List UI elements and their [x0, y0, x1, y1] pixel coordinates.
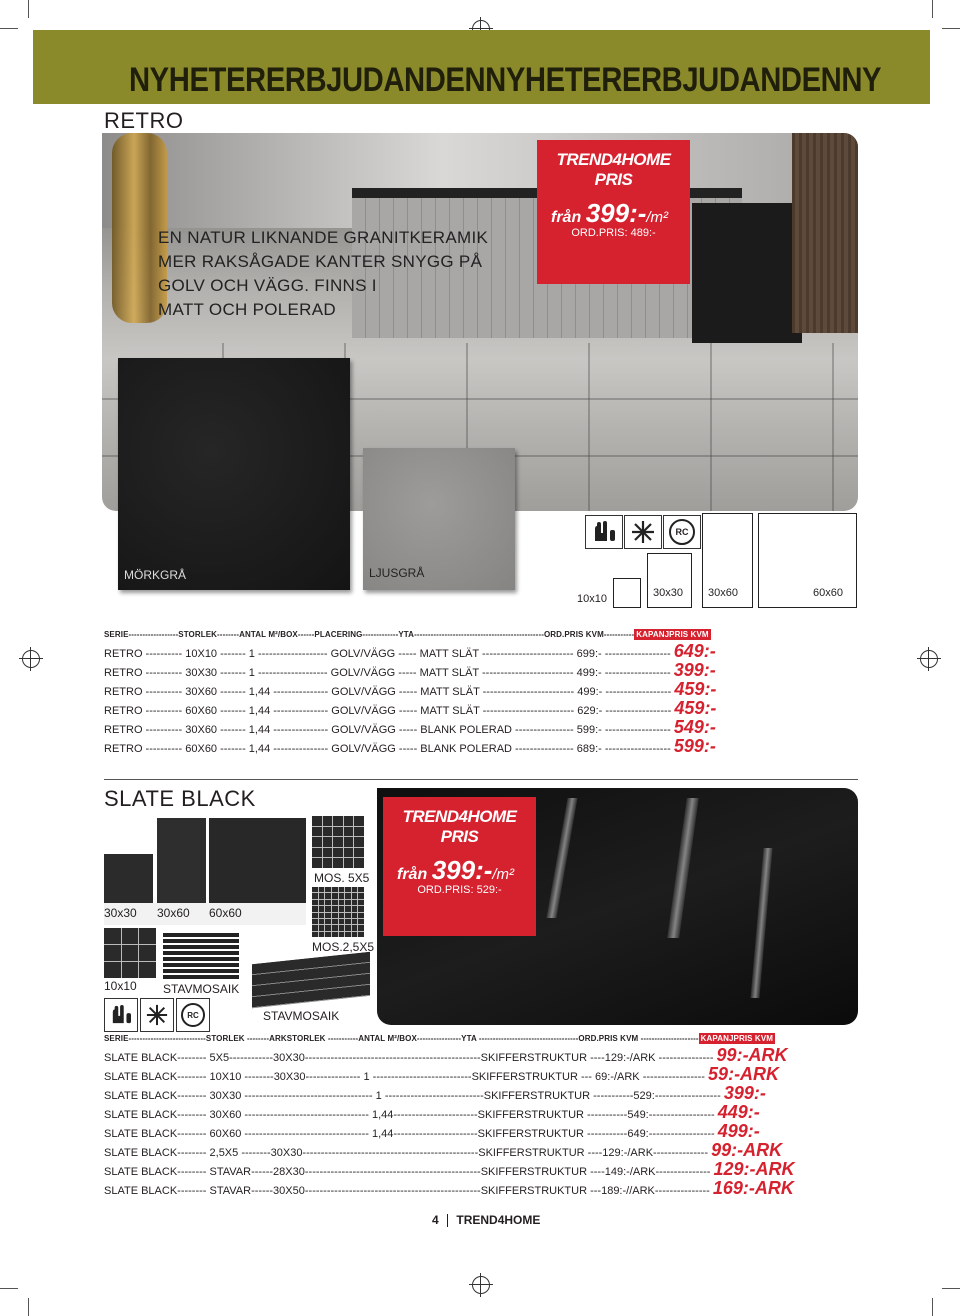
row-text: RETRO ---------- 60X60 ------- 1,44 --------------- GOLV/VÄGG ----- MATT SLÄT ------------------------- 629:- ------------------ [104, 705, 672, 717]
row-price: 99:-ARK [716, 1045, 788, 1065]
slate-tile-30x30 [104, 854, 153, 903]
row-price: 99:-ARK [711, 1140, 783, 1160]
trim-mark [0, 28, 18, 29]
tile-label-stavmosaik-2: STAVMOSAIK [263, 1009, 340, 1023]
registration-mark-left [22, 650, 40, 668]
row-text: SLATE BLACK-------- 10X10 --------30X30--------------- 1 ---------------------------SKIFFERSTRUKTUR --- 69:-/ARK ----------------- [104, 1071, 705, 1083]
slate-title: SLATE BLACK [104, 786, 256, 811]
row-price: 169:-ARK [712, 1178, 794, 1198]
row-price: 459:- [674, 698, 717, 718]
mosaic-5x5 [312, 816, 364, 868]
row-price: 549:- [673, 717, 716, 737]
row-text: SLATE BLACK-------- STAVAR------28X30------------------------------------------------SKIFFERSTRUKTUR ----149:-/ARK--------------- [104, 1166, 711, 1178]
ordinary-price: ORD.PRIS: 489:- [571, 227, 656, 239]
trim-mark [932, 1298, 933, 1316]
retro-table-header [104, 630, 711, 639]
slate-table [104, 1046, 795, 1198]
row-price: 399:- [673, 660, 716, 680]
price-line [383, 855, 536, 886]
tile-label-30x60: 30x60 [157, 906, 190, 920]
price-line [537, 198, 690, 229]
header-columns: SERIE------------------STORLEK--------ANTAL M²/BOX------PLACERING-------------YTA-----------------------------------------------ORD.PRIS KVM----------- [104, 630, 635, 639]
chair-leg [546, 798, 577, 918]
slate-tile-30x60 [157, 818, 206, 903]
frost-icon [140, 998, 174, 1032]
tile-label-stavmosaik: STAVMOSAIK [163, 982, 240, 996]
row-price: 399:- [723, 1083, 766, 1103]
row-text: RETRO ---------- 30X60 ------- 1,44 --------------- GOLV/VÄGG ----- MATT SLÄT ------------------------- 499:- ------------------ [104, 686, 672, 698]
rc-icon-text: RC [187, 1010, 199, 1020]
swatch-label: LJUSGRÅ [369, 566, 425, 580]
table-row [104, 1046, 795, 1065]
price-value: 399:- [431, 855, 493, 885]
header-columns: SERIE----------------------------STORLEK --------ARKSTORLEK -----------ANTAL M²/BOX----------------YTA ------------------------------------ORD.PRIS KVM --------------------- [104, 1034, 699, 1043]
slate-tile-10x10 [104, 928, 156, 978]
trim-mark [942, 28, 960, 29]
mosaic-2-5x5 [312, 887, 364, 937]
row-text: SLATE BLACK-------- 30X30 ----------------------------------- 1 ---------------------------SKIFFERSTRUKTUR -----------529:------------------ [104, 1090, 721, 1102]
tile-label-30x30: 30x30 [104, 906, 137, 920]
row-text: RETRO ---------- 60X60 ------- 1,44 --------------- GOLV/VÄGG ----- BLANK POLERAD ---------------- 689:- ------------------ [104, 743, 671, 755]
row-text: SLATE BLACK-------- STAVAR------30X50------------------------------------------------SKIFFERSTRUKTUR ---189:-//ARK--------------- [104, 1185, 710, 1197]
trim-mark [28, 0, 29, 18]
price-from: från [397, 866, 428, 883]
header-kampanj: KAPANJPRIS KVM [636, 630, 709, 639]
table-row [104, 642, 716, 661]
row-price: 129:-ARK [713, 1159, 795, 1179]
row-text: SLATE BLACK-------- 60X60 ---------------------------------- 1,44-----------------------SKIFFERSTRUKTUR -----------649:------------------ [104, 1128, 715, 1140]
price-brand: TREND4HOME [402, 807, 517, 826]
size-box-10x10 [613, 578, 641, 608]
table-row [104, 1179, 795, 1198]
table-row [104, 1065, 795, 1084]
tile-label-mos-2-5x5: MOS.2,5X5 [312, 940, 375, 954]
slate-table-header [104, 1034, 775, 1043]
price-unit: /m² [646, 209, 669, 226]
trim-mark [932, 0, 933, 18]
price-label: PRIS [594, 170, 633, 189]
row-text: SLATE BLACK-------- 30X60 ---------------------------------- 1,44-----------------------SKIFFERSTRUKTUR -----------549:------------------ [104, 1109, 715, 1121]
row-text: RETRO ---------- 30X30 ------- 1 ------------------- GOLV/VÄGG ----- MATT SLÄT ------------------------- 499:- ------------------ [104, 667, 671, 679]
slate-tile-60x60 [209, 818, 306, 903]
rc-icon [663, 515, 701, 549]
trim-mark [0, 1288, 18, 1289]
table-row [104, 1122, 795, 1141]
price-from: från [551, 209, 582, 226]
offer-banner [33, 30, 930, 104]
price-unit: /m² [492, 866, 515, 883]
footer-brand: TREND4HOME [456, 1213, 541, 1227]
size-label-60x60: 60x60 [813, 587, 843, 599]
swatch-label: MÖRKGRÅ [124, 568, 187, 582]
row-price: 599:- [673, 736, 716, 756]
price-label: PRIS [440, 827, 479, 846]
table-row [104, 718, 716, 737]
table-row [104, 1103, 795, 1122]
chair-leg [750, 848, 772, 998]
retro-title: RETRO [104, 108, 184, 133]
table-row [104, 1141, 795, 1160]
section-divider [104, 779, 858, 780]
registration-mark-bottom [472, 1276, 490, 1294]
wood-panel [792, 133, 858, 333]
table-row [104, 661, 716, 680]
footer-separator [447, 1214, 448, 1227]
row-price: 649:- [673, 641, 716, 661]
rc-icon-text: RC [675, 527, 689, 537]
price-value: 399:- [585, 198, 647, 228]
size-label-10x10: 10x10 [577, 593, 607, 605]
rc-icon-badge [669, 519, 695, 545]
size-label-30x30: 30x30 [653, 587, 683, 599]
banner-text: NYHETERERBJUDANDENNYHETERERBJUDANDENNY [129, 61, 882, 99]
retro-table [104, 642, 716, 756]
row-text: RETRO ---------- 30X60 ------- 1,44 --------------- GOLV/VÄGG ----- BLANK POLERAD ---------------- 599:- ------------------ [104, 724, 671, 736]
swatch-ljusgra [363, 448, 515, 590]
row-price: 459:- [674, 679, 717, 699]
description-line: MER RAKSÅGADE KANTER SNYGG PÅ [158, 252, 483, 271]
description-line: EN NATUR LIKNANDE GRANITKERAMIK [158, 228, 489, 247]
table-row [104, 1160, 795, 1179]
header-kampanj: KAPANJPRIS KVM [700, 1034, 774, 1043]
registration-mark-right [920, 650, 938, 668]
row-price: 449:- [717, 1102, 760, 1122]
price-brand: TREND4HOME [556, 150, 671, 169]
table-row [104, 737, 716, 756]
black-cabinet [692, 203, 802, 343]
retro-description [158, 226, 488, 322]
row-price: 499:- [717, 1121, 760, 1141]
rc-icon [176, 998, 210, 1032]
row-price: 59:-ARK [708, 1064, 780, 1084]
retro-price-box [537, 140, 690, 284]
trim-mark [28, 1298, 29, 1316]
rc-icon-badge [181, 1003, 205, 1027]
description-line: MATT OCH POLERAD [158, 300, 336, 319]
tile-label-60x60: 60x60 [209, 906, 242, 920]
table-row [104, 680, 716, 699]
stavmosaik-brick [252, 952, 370, 1008]
hand-icon [104, 998, 138, 1032]
swatch-morkgra [118, 358, 350, 590]
tile-label-mos-5x5: MOS. 5X5 [314, 871, 370, 885]
row-text: SLATE BLACK-------- 5X5------------30X30------------------------------------------------SKIFFERSTRUKTUR ----129:-/ARK --------------- [104, 1052, 714, 1064]
description-line: GOLV OCH VÄGG. FINNS I [158, 276, 377, 295]
table-row [104, 1084, 795, 1103]
page-footer [432, 1213, 540, 1227]
row-text: RETRO ---------- 10X10 ------- 1 ------------------- GOLV/VÄGG ----- MATT SLÄT ------------------------- 699:- ------------------ [104, 648, 671, 660]
slate-price-box [383, 797, 536, 936]
page-number: 4 [432, 1213, 439, 1227]
chair-leg [667, 798, 699, 938]
size-label-30x60: 30x60 [708, 587, 738, 599]
trim-mark [942, 1288, 960, 1289]
frost-icon [624, 515, 662, 549]
row-text: SLATE BLACK-------- 2,5X5 --------30X30------------------------------------------------SKIFFERSTRUKTUR ----129:-/ARK--------------- [104, 1147, 709, 1159]
stavmosaik-strips [163, 933, 239, 981]
hand-icon [585, 515, 623, 549]
size-box-30x30 [647, 553, 692, 608]
table-row [104, 699, 716, 718]
ordinary-price: ORD.PRIS: 529:- [417, 884, 502, 896]
tile-label-10x10: 10x10 [104, 979, 137, 993]
